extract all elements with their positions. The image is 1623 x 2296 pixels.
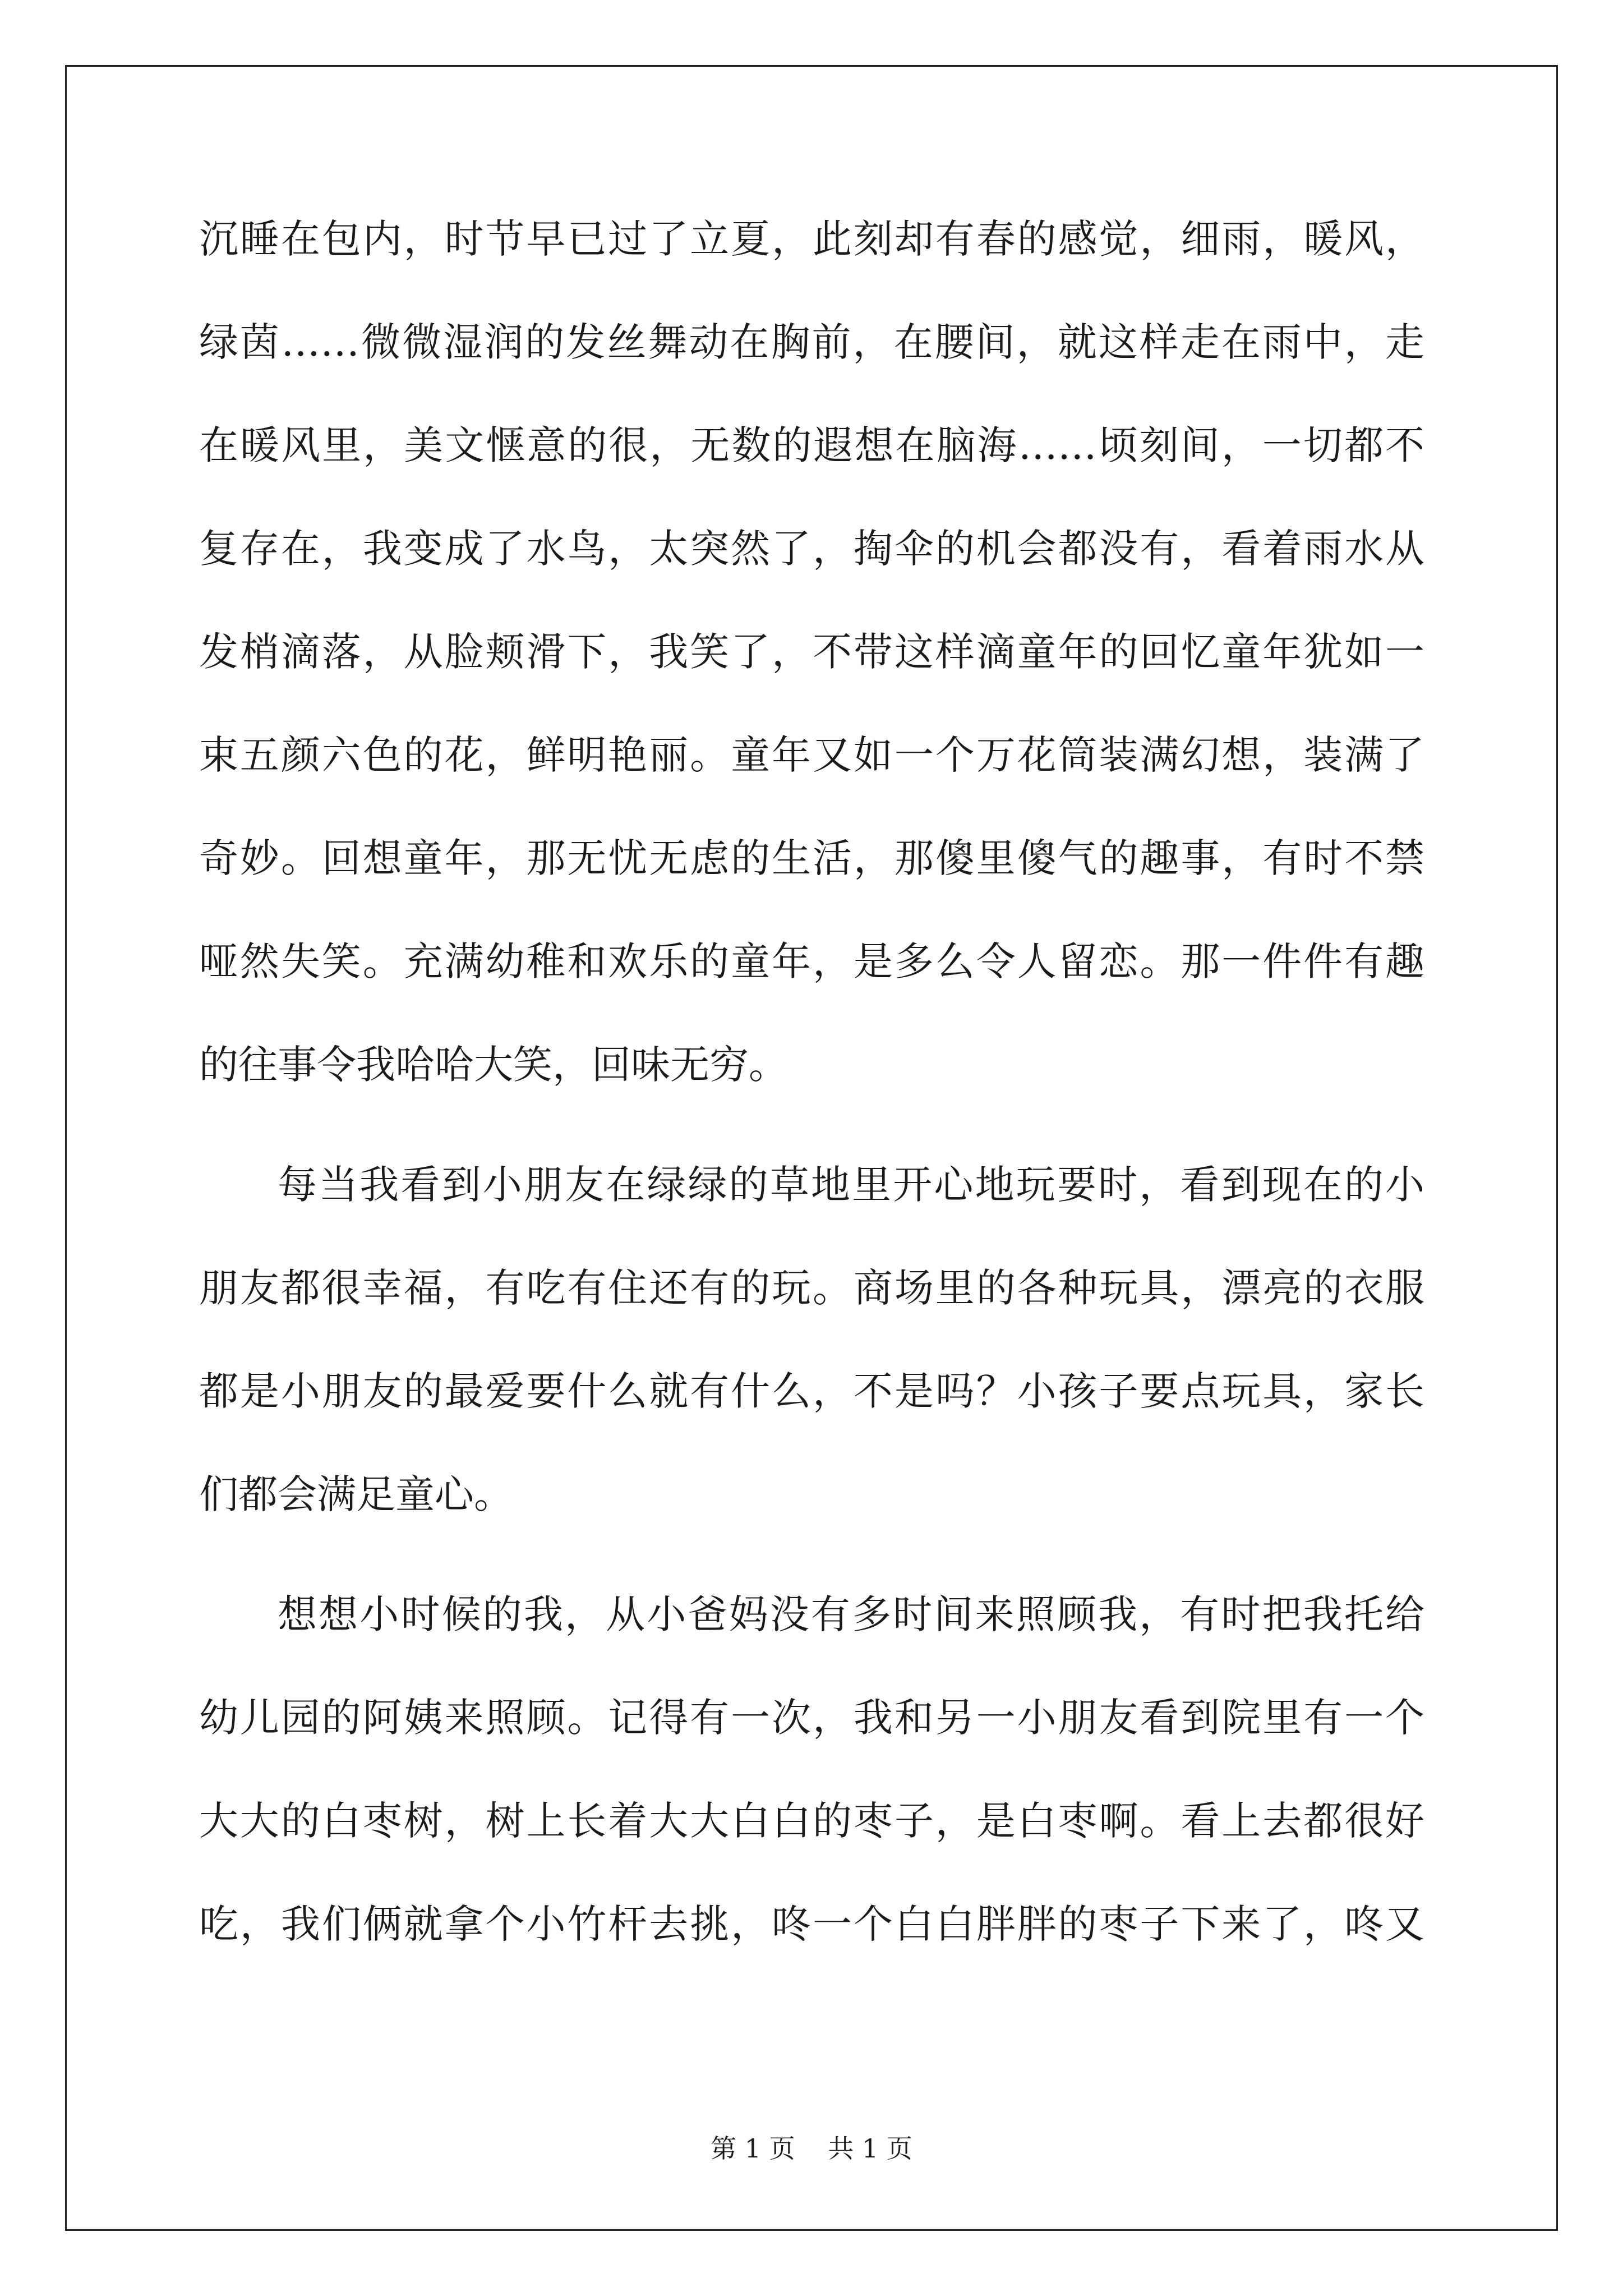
text-line: 绿茵……微微湿润的发丝舞动在胸前，在腰间，就这样走在雨中，走 [199, 319, 1424, 365]
text-line: 束五颜六色的花，鲜明艳丽。童年又如一个万花筒装满幻想，装满了 [199, 732, 1424, 778]
text-line: 发梢滴落，从脸颊滑下，我笑了，不带这样滴童年的回忆童年犹如一 [199, 629, 1424, 675]
text-line: 沉睡在包内，时节早已过了立夏，此刻却有春的感觉，细雨，暖风， [199, 216, 1424, 262]
text-line: 想想小时候的我，从小爸妈没有多时间来照顾我，有时把我托给 [278, 1591, 1424, 1637]
paragraph [199, 187, 1424, 1116]
text-line: 都是小朋友的最爱要什么就有什么，不是吗？小孩子要点玩具，家长 [199, 1368, 1424, 1414]
paragraph-spacer [199, 1546, 1424, 1563]
paragraph [199, 1133, 1424, 1546]
text-line: 幼儿园的阿姨来照顾。记得有一次，我和另一小朋友看到院里有一个 [199, 1695, 1424, 1741]
text-line: 朋友都很幸福，有吃有住还有的玩。商场里的各种玩具，漂亮的衣服 [199, 1265, 1424, 1311]
text-line: 吃，我们俩就拿个小竹杆去挑，咚一个白白胖胖的枣子下来了，咚又 [199, 1901, 1424, 1947]
text-line: 每当我看到小朋友在绿绿的草地里开心地玩要时，看到现在的小 [278, 1162, 1424, 1208]
text-line: 奇妙。回想童年，那无忧无虑的生活，那傻里傻气的趣事，有时不禁 [199, 835, 1424, 881]
document-body [199, 187, 1424, 1976]
text-line: 的往事令我哈哈大笑，回味无穷。 [199, 1042, 788, 1088]
paragraph-spacer [199, 1116, 1424, 1133]
page-number: 第 1 页 [711, 2133, 795, 2164]
paragraph [199, 1563, 1424, 1976]
page-total: 共 1 页 [828, 2133, 912, 2164]
text-line: 在暖风里，美文惬意的很，无数的遐想在脑海……顷刻间，一切都不 [199, 422, 1424, 468]
page-footer [0, 2132, 1623, 2165]
text-line: 大大的白枣树，树上长着大大白白的枣子，是白枣啊。看上去都很好 [199, 1798, 1424, 1844]
text-line: 复存在，我变成了水鸟，太突然了，掏伞的机会都没有，看着雨水从 [199, 526, 1424, 572]
text-line: 哑然失笑。充满幼稚和欢乐的童年，是多么令人留恋。那一件件有趣 [199, 938, 1424, 984]
text-line: 们都会满足童心。 [199, 1471, 513, 1517]
